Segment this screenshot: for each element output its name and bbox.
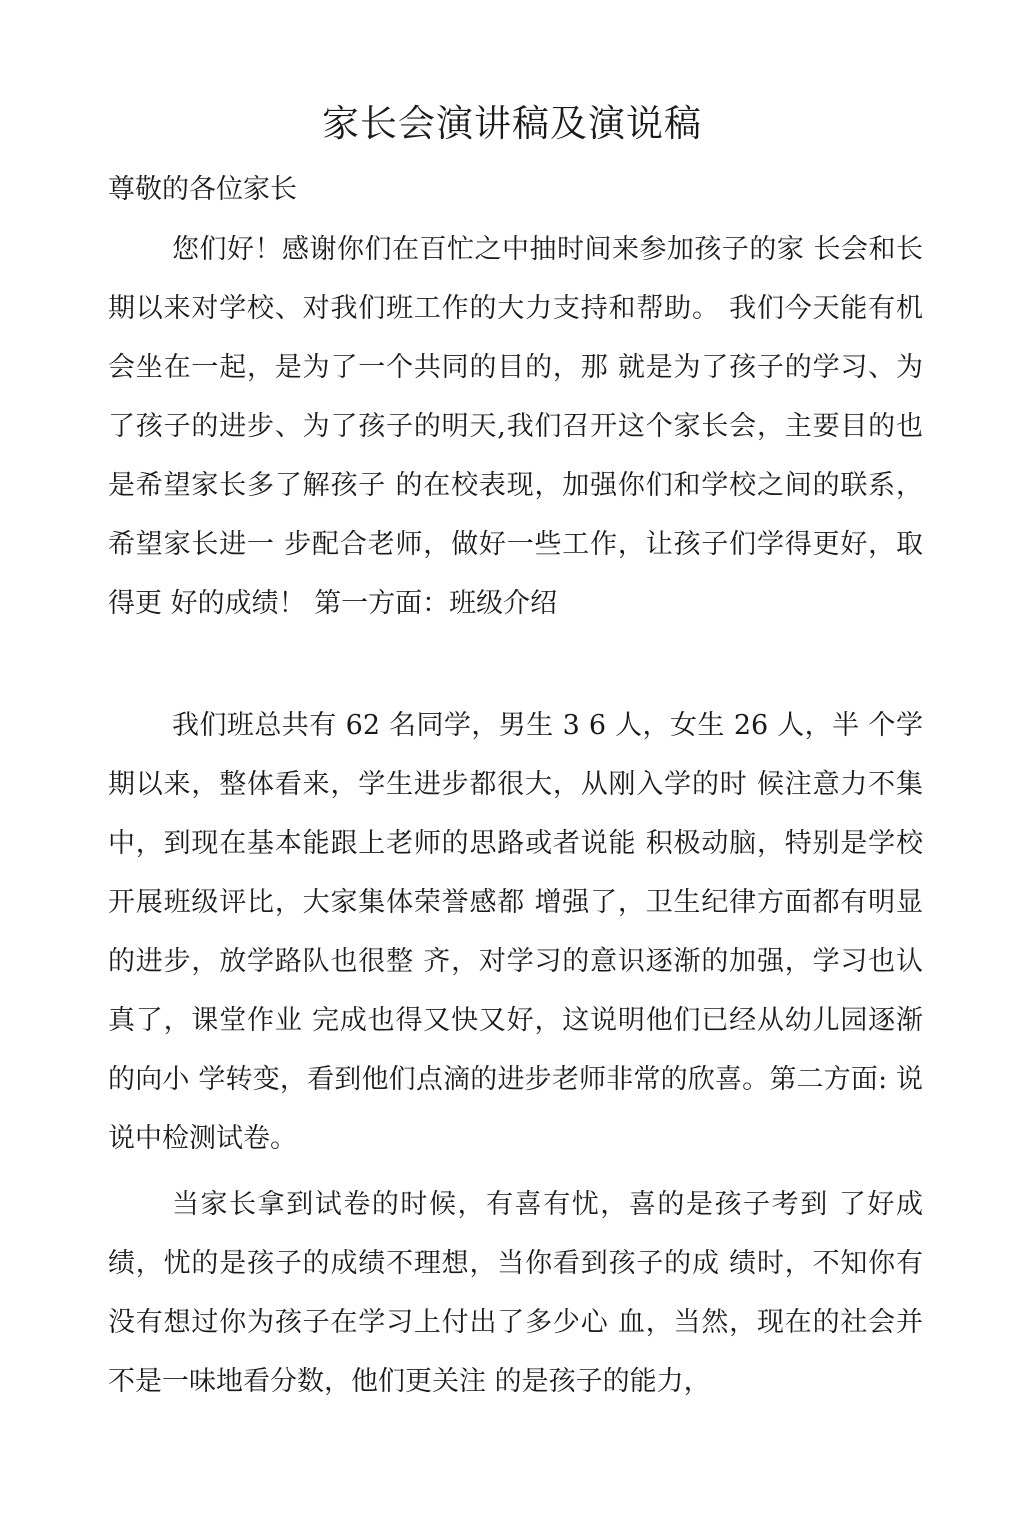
salutation: 尊敬的各位家长 <box>108 174 297 205</box>
paragraph-greeting: 您们好！感谢你们在百忙之中抽时间来参加孩子的家 长会和长期以来对学校、对我们班工作的大力支持和帮助。 我们今天能有机会坐在一起，是为了一个共同的目的，那 就是为了孩子的学习、为了孩子的进步、为了孩子的明天,我们召开这个家长会，主要目的也是希望家长多了解孩子 的在校表现，加强你们和学校之间的联系，希望家长进一 步配合老师，做好一些工作，让孩子们学得更好，取得更 好的成绩！ 第一方面：班级介绍 <box>108 234 923 619</box>
paragraph-class-introduction: 我们班总共有 62 名同学，男生 3 6 人，女生 26 人，半 个学期以来，整体看来，学生进步都很大，从刚入学的时 候注意力不集中，到现在基本能跟上老师的思路或者说能 积极动脑，特别是学校开展班级评比，大家集体荣誉感都 增强了，卫生纪律方面都有明显的进步，放学路队也很整 齐，对学习的意识逐渐的加强，学习也认真了，课堂作业 完成也得又快又好，这说明他们已经从幼儿园逐渐的向小 学转变，看到他们点滴的进步老师非常的欣喜。第二方面: 说说中检测试卷。 <box>108 710 923 1154</box>
document-title: 家长会演讲稿及演说稿 <box>322 102 702 145</box>
paragraph-test-papers: 当家长拿到试卷的时候，有喜有忧，喜的是孩子考到 了好成绩，忧的是孩子的成绩不理想，当你看到孩子的成 绩时，不知你有没有想过你为孩子在学习上付出了多少心 血，当然，现在的社会并不是一味地看分数，他们更关注 的是孩子的能力， <box>108 1189 923 1397</box>
